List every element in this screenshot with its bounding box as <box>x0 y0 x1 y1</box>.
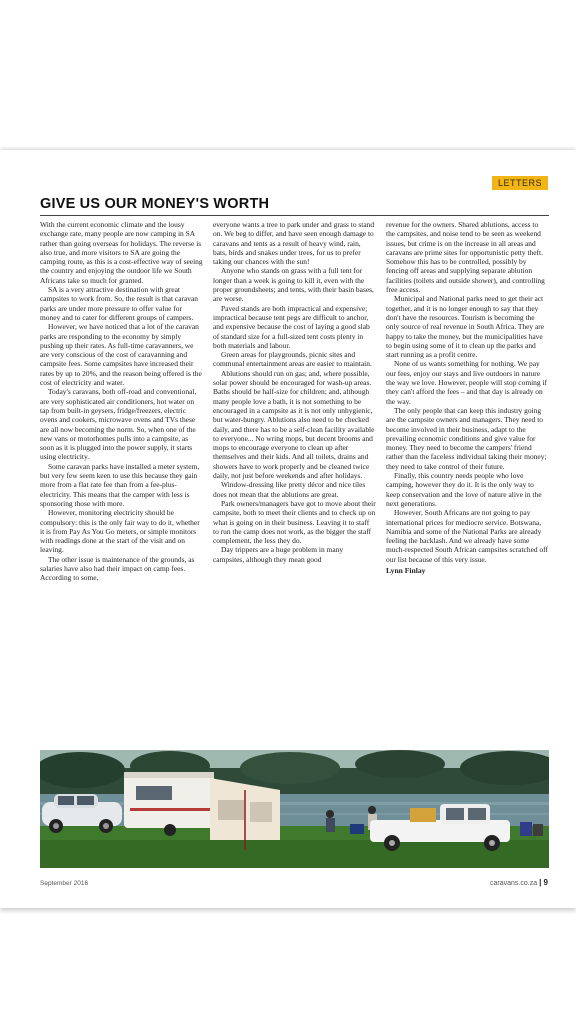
paragraph: Municipal and National parks need to get their act together, and it is no longer enough to say that they don't have the resources. Tourism is becoming the only source of real revenue in South Africa. They are happy to take the money, but the municipalities have to begin using some of it to clean up the parks and start running as a profit centre. <box>386 294 545 360</box>
article-headline: GIVE US OUR MONEY'S WORTH <box>40 196 270 212</box>
issue-date: September 2016 <box>40 880 89 887</box>
column-1 <box>40 220 203 748</box>
column-2 <box>213 220 376 748</box>
author-signature: Lynn Finlay <box>386 565 426 575</box>
paragraph: However, we have noticed that a lot of the caravan parks are responding to the economy by simply pushing up their rates. As full-time caravanners, we are very conscious of the cost of caravanning and campsite fees. Some campsites have increased their rates by up to 20%, and the reason being offered is the cost of electricity and water. <box>40 322 202 388</box>
paragraph: None of us wants something for nothing. We pay our fees, enjoy our stays and live outdoors in nature the way we love. However, people will stop coming if they can't afford the fees – and that day is already on the way. <box>386 359 548 406</box>
paragraph: Anyone who stands on grass with a full tent for longer than a week is going to kill it, even with the proper groundsheets; and tents, with their basin bases, are worse. <box>213 266 374 304</box>
screen-top-blank <box>0 0 576 150</box>
paragraph: However, monitoring electricity should be compulsory: this is the only fair way to do it, whether it is from Pay As You Go meters, or simple monitors with readings done at the start of the visit and on leaving. <box>40 508 200 555</box>
paragraph: Finally, this country needs people who love camping, however they do it. It is the only way to keep conservation and the love of nature alive in the next generations. <box>386 471 542 508</box>
section-tag: LETTERS <box>492 176 548 190</box>
page-footer <box>490 878 548 887</box>
paragraph: The only people that can keep this industry going are the campsite owners and managers. They need to become involved in their business, adapt to the prevailing economic conditions and give value for money. They need to become the campers' friend rather than the faceless individual taking their money; they need to take control of their future. <box>386 405 547 471</box>
magazine-page <box>0 150 576 908</box>
headline-rule <box>40 215 549 216</box>
page-number: | 9 <box>539 878 548 887</box>
paragraph: Today's caravans, both off-road and conventional, are very sophisticated air conditioners, hot water on tap from built-in geysers, fridge/freezers, electric ovens and cookers, microwave ovens and TVs these are all now becoming the norm. So, when one of the new vans or motorhomes pulls into a campsite, as soon as it is plugged into the power supply, it starts using electricity. <box>40 387 197 462</box>
paragraph: However, South Africans are not going to pay international prices for mediocre service. Botswana, Namibia and some of the National Parks are already feeling the backlash. And we already have some much-respected South African campsites scratched off our list because of this very issue. <box>386 508 548 564</box>
paragraph: Ablutions should run on gas; and, where possible, solar power should be encouraged for wash-up areas. Baths should be half-size for children; and, although many people love a bath, it is not something to be encouraged in a campsite as it is not only unhygienic, but water-hungry. Ablutions also need to be checked daily, and there has to be a self-clean facility available to everyone... No wring mops, but decent brooms and mops to encourage everyone to clean up after themselves and their kids. And all toilets, drains and showers have to work properly and be cleaned twice daily, not just before weekends and after holidays. <box>213 368 375 481</box>
article-body <box>40 220 549 748</box>
paragraph: Some caravan parks have installed a meter system, but very few seem keen to use this because they gain more from a flat rate fee than from a fee-plus-electricity. This means that the camper with less is sponsoring those with more. <box>40 461 200 508</box>
paragraph: everyone wants a tree to park under and grass to stand on. We beg to differ, and have seen enough damage to caravans and tents as a result of heavy wind, rain, bats, birds and snakes under trees, for us to prefer taking our chances with the sun! <box>213 220 375 267</box>
page-number-value: 9 <box>543 878 548 887</box>
website-url: caravans.co.za <box>490 880 538 887</box>
paragraph: Day trippers are a huge problem in many campsites, although they mean good <box>213 545 344 564</box>
paragraph: The other issue is maintenance of the grounds, as salaries have also had their impact on camp fees. According to some, <box>40 554 195 583</box>
column-3 <box>386 220 549 748</box>
campsite-photo-illustration <box>40 750 549 868</box>
paragraph: Window-dressing like pretty décor and nice tiles does not mean that the ablutions are great. <box>213 480 366 499</box>
campsite-photo <box>40 750 549 868</box>
paragraph: revenue for the owners. Shared ablutions, access to the campsites, and noise tend to be seen as weekend issues, but crime is on the increase in all areas and caravans are prime sites for opportunistic petty theft. Somehow this has to be controlled, possibly by fencing off areas and supplying separate ablution facilities (toilets and outside shower), and controlling free access. <box>386 220 545 295</box>
paragraph: Green areas for playgrounds, picnic sites and communal entertainment areas are easier to maintain. <box>213 350 372 369</box>
paragraph: SA is a very attractive destination with great campsites to work from. So, the result is that caravan parks are under more pressure to offer value for money and to cater for different groups of campers. <box>40 285 199 322</box>
paragraph: With the current economic climate and the lousy exchange rate, many people are now camping in SA rather than going overseas for holidays. The reverse is also true, and more visitors to SA are going the camping route, as this is a cost-effective way of seeing the country and enjoying the outdoor life we South Africans take so much for granted. <box>40 220 203 285</box>
paragraph: Park owners/managers have got to move about their campsite, both to meet their clients and to check up on what is going on in their business. Leaving it to staff to run the camp does not work, as the bigger the staff complement, the less they do. <box>213 498 376 546</box>
paragraph: Paved stands are both impractical and expensive; impractical because tent pegs are difficult to anchor, and expensive because the cost of laying a good slab of standard size for a full-sized tent costs plenty in both materials and labour. <box>213 303 370 350</box>
